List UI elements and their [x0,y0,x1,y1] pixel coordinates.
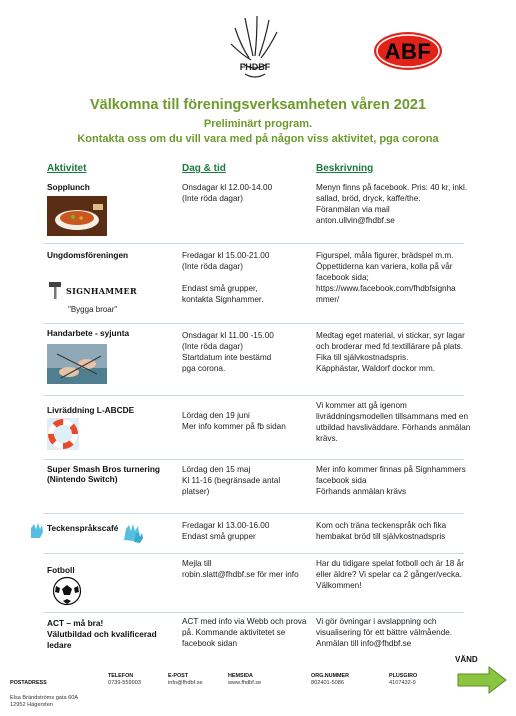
row-divider [44,553,464,554]
activity-description: Medtag eget material, vi stickar, syr lagar och broderar med fd textillärare på plats. Fika till självkostnadspris. Käpphästar, Waldorf dockor mm. [316,331,465,374]
knitting-icon [47,344,107,384]
football-icon [52,576,82,606]
footer-orgnummer [311,673,349,687]
activity-when: Fredagar kl 15.00-21.00 (Inte röda dagar) Endast små grupper, kontakta Signhammer. [182,251,270,305]
fhdbf-logo-text: FHDBF [239,62,271,72]
activity-when: Onsdagar kl 11.00 -15.00 (Inte röda dagar) Startdatum inte bestämd pga corona. [182,331,274,374]
activity-description: Kom och träna teckenspråk och fika hembakat bröd till självkostnadspris [316,521,447,542]
hammer-icon [47,280,63,300]
activity-when: ACT med info via Webb och prova på. Kommande aktivitetet se facebook sidan [182,617,307,649]
lifebuoy-icon [47,418,79,450]
footer-plusgiro-label: PLUSGIRO [389,673,418,679]
row-divider [44,395,464,396]
fhdbf-logo [215,8,295,88]
activity-name: ACT – må bra! Välutbildad och kvalificerad ledare [47,618,157,651]
soup-bowl-icon [47,196,107,236]
row-divider [44,513,464,514]
footer-postadress-label: POSTADRESS [10,680,47,687]
activity-description: Figurspel, måla figurer, brädspel m.m. Öppettiderna kan variera, kolla på vår facebook sida; https://www.facebook.com/fhdbfsignha mmer/ [316,251,456,305]
row-divider [44,612,464,613]
row-divider [44,323,464,324]
activity-name: Handarbete - syjunta [47,328,130,338]
footer-epost-label: E-POST [168,673,189,679]
activity-name: Livräddning L-ABCDE [47,405,135,415]
page-subtitle: Preliminärt program. [203,118,313,130]
activity-description: Menyn finns på facebook. Pris: 40 kr, inkl. sallad, bröd, dryck, kaffe/the. Föranmälan via mail anton.ullvin@fhdbf.se [316,183,468,226]
activity-name: Fotboll [47,565,75,575]
footer-hemsida-value: www.fhdbf.se [228,680,262,687]
activity-description: Har du tidigare spelat fotboll och är 18 år eller äldre? Vi spelar ca 2 gånger/vecka. Välkommen! [316,559,464,591]
footer-epost [168,673,203,687]
hands-icon [122,520,144,544]
activity-description: Mer info kommer finnas på Signhammers facebook sida Förhands anmälan krävs [316,465,466,497]
footer-hemsida [228,673,261,687]
column-header-activity: Aktivitet [47,163,87,174]
activity-when: Fredagar kl 13.00-16.00 Endast små grupper [182,521,270,542]
footer-telefon-label: TELEFON [108,673,134,679]
hands-icon [28,520,46,540]
row-divider [44,243,464,244]
footer-plusgiro-value: 4107432-9 [389,680,416,687]
activity-description: Vi kommer att gå igenom livräddningsmodellen tillsammans med en utbildad havsliväddare. Förhands anmälan krävs. [316,401,471,444]
activity-name: Super Smash Bros turnering (Nintendo Switch) [47,464,160,484]
footer-postadress-value: Elsa Brändströms gata 60A 12952 Hägersten [10,694,79,708]
footer-postadress [10,673,78,716]
activity-name: Sopplunch [47,182,90,192]
column-header-description: Beskrivning [316,163,374,174]
footer-telefon-value: 0739-559903 [108,680,141,687]
page-title: Välkomna till föreningsverksamheten våren 2021 [89,97,427,113]
row-divider [44,459,464,460]
next-page-arrow-icon[interactable] [457,666,507,694]
activity-when: Lördag den 19 juni Mer info kommer på fb sidan [182,411,286,432]
next-page-label: VÄND [455,655,478,664]
abf-logo [372,30,444,72]
activity-name: Ungdomsföreningen [47,250,129,260]
footer-orgnummer-label: ORG.NUMMER [311,673,350,679]
footer-epost-value: info@fhdbf.se [168,680,203,687]
signhammer-logo-text: SIGNHAMMER [66,286,137,296]
activity-when: Mejla till robin.slatt@fhdbf.se för mer info [182,559,299,580]
activity-name: Teckenspråkscafé [47,523,119,533]
signhammer-caption: "Bygga broar" [68,305,118,314]
footer-telefon [108,673,141,687]
activity-when: Onsdagar kl 12.00-14.00 (Inte röda dagar) [182,183,273,204]
footer-hemsida-label: HEMSIDA [228,673,253,679]
footer-orgnummer-value: 802401-5086 [311,680,344,687]
activity-when: Lördag den 15 maj Kl 11-16 (begränsade antal platser) [182,465,281,497]
contact-line: Kontakta oss om du vill vara med på någon viss aktivitet, pga corona [77,133,439,145]
footer-plusgiro [389,673,417,687]
column-header-when: Dag & tid [182,163,226,174]
abf-logo-text: ABF [384,39,432,64]
activity-description: Vi gör övningar i avslappning och visualisering för ett bättre välmående. Anmälan till info@fhdbf.se [316,617,453,649]
